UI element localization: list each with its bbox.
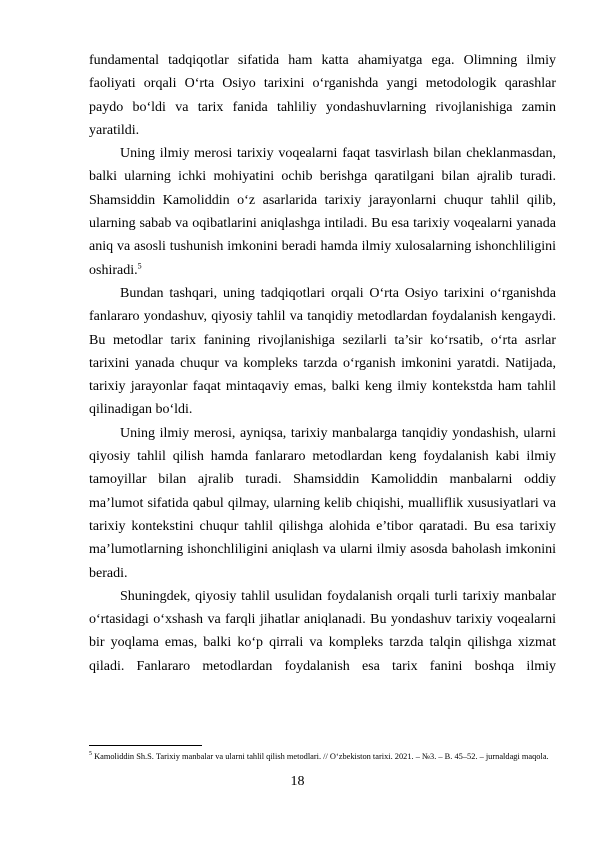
footnote-reference[interactable]: 5	[137, 261, 142, 271]
footnote-text: Kamoliddin Sh.S. Tarixiy manbalar va ularni tahlil qilish metodlari. // O‘zbekiston tarixi. 2021. – №3. – B. 45–52. – jurnaldagi maqola.	[94, 752, 549, 761]
footnote-mark: 5	[89, 751, 92, 758]
paragraph-2	[89, 142, 556, 282]
paragraph-5	[89, 585, 556, 678]
body-text	[89, 49, 556, 678]
footnote-divider	[89, 745, 202, 746]
page-number: 18	[290, 774, 305, 789]
paragraph-4	[89, 422, 556, 585]
paragraph-3	[89, 282, 556, 422]
paragraph-3-text: Bundan tashqari, uning tadqiqotlari orqali O‘rta Osiyo tarixini o‘rganishda fanlararo yondashuv, qiyosiy tahlil va tanqidiy metodlardan foydalanish kengaydi. Bu metodlar tarix fanining rivojlanishiga sezilarli ta’sir ko‘rsatib, o‘rta asrlar tarixini yanada chuqur va kompleks tarzda o‘rganish imkonini yaratdi. Natijada, tarixiy jarayonlar faqat mintaqaviy emas, balki keng ilmiy kontekstda ham tahlil qilinadigan bo‘ldi.	[89, 285, 556, 418]
footnote	[89, 751, 559, 762]
paragraph-1-text: fundamental tadqiqotlar sifatida ham katta ahamiyatga ega. Olimning ilmiy faoliyati orqali O‘rta Osiyo tarixini o‘rganishda yangi metodologik qarashlar paydo bo‘ldi va tarix fanida tahliliy yondashuvlarning rivojlanishiga zamin yaratildi.	[89, 53, 556, 138]
paragraph-5-text: Shuningdek, qiyosiy tahlil usulidan foydalanish orqali turli tarixiy manbalar o‘rtasidagi o‘xshash va farqli jihatlar aniqlanadi. Bu yondashuv tarixiy voqealarni bir yoqlama emas, balki ko‘p qirrali va kompleks tarzda talqin qilishga xizmat qiladi. Fanlararo metodlardan foydalanish esa tarix fanini boshqa ilmiy	[89, 588, 556, 674]
paragraph-1	[89, 49, 556, 142]
paragraph-4-text: Uning ilmiy merosi, ayniqsa, tarixiy manbalarga tanqidiy yondashish, ularni qiyosiy tahlil qilish hamda fanlararo metodlardan keng foydalanish kabi ilmiy tamoyillar bilan ajralib turadi. Shamsiddin Kamoliddin manbalarni oddiy ma’lumot sifatida qabul qilmay, ularning kelib chiqishi, mualliflik xususiyatlari va tarixiy kontekstini chuqur tahlil qilishga alohida e’tibor qaratadi. Bu esa tarixiy ma’lumotlarning ishonchliligini aniqlash va ularni ilmiy asosda baholash imkonini beradi.	[89, 425, 556, 581]
paragraph-2-text: Uning ilmiy merosi tarixiy voqealarni faqat tasvirlash bilan cheklanmasdan, balki ularning ichki mohiyatini ochib berishga qaratilgani bilan ajralib turadi. Shamsiddin Kamoliddin o‘z asarlarida tarixiy jarayonlarni chuqur tahlil qilib, ularning sabab va oqibatlarini aniqlashga intiladi. Bu esa tarixiy voqealarni yanada aniq va asosli tushunish imkonini beradi hamda ilmiy xulosalarning ishonchliligini oshiradi.	[89, 146, 556, 278]
